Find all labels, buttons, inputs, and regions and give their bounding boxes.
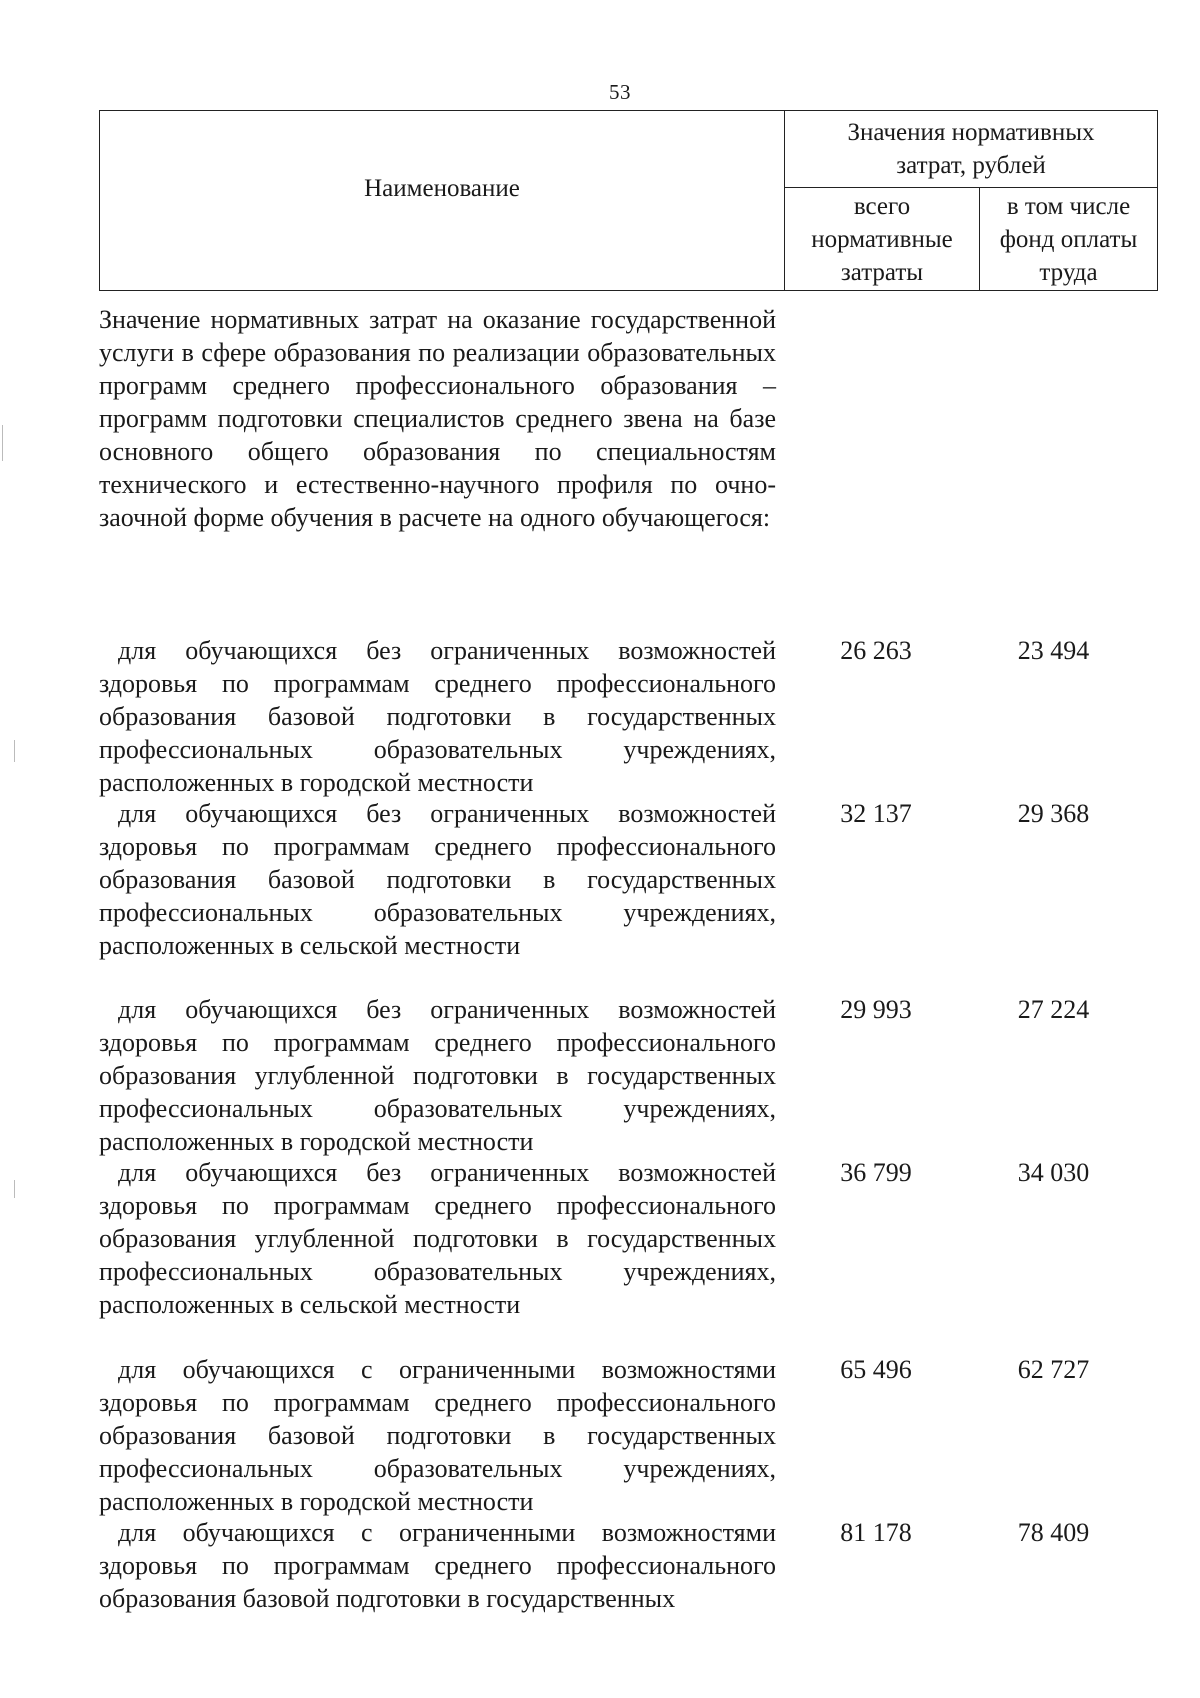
- header-total-label: всего нормативные затраты: [811, 192, 953, 286]
- row-total-value: 29 993: [840, 995, 912, 1024]
- row-description: для обучающихся без ограниченных возможностей здоровья по программам среднего профессионального образования углубленной подготовки в государственных профессиональных образовательных учреждениях, расположенных в городской местности: [99, 995, 776, 1156]
- row-fund-value: 27 224: [1017, 995, 1090, 1024]
- header-values-group-label: Значения нормативных затрат, рублей: [847, 119, 1095, 179]
- row-description: для обучающихся без ограниченных возможностей здоровья по программам среднего профессионального образования базовой подготовки в государственных профессиональных образовательных учреждениях, расположенных в городской местности: [99, 636, 776, 797]
- row-description: для обучающихся без ограниченных возможностей здоровья по программам среднего профессионального образования углубленной подготовки в государственных профессиональных образовательных учреждениях, расположенных в сельской местности: [99, 1158, 776, 1319]
- header-fund-label: в том числе фонд оплаты труда: [999, 192, 1138, 286]
- page-number: 53: [609, 80, 631, 104]
- row-fund-value: 34 030: [1017, 1158, 1090, 1187]
- row-fund-value: 78 409: [1017, 1518, 1090, 1547]
- header-name-cell: [100, 111, 785, 291]
- scan-mark: [2, 425, 3, 461]
- row-fund-value: 29 368: [1017, 799, 1090, 828]
- row-total-value: 36 799: [840, 1158, 912, 1187]
- section-title: Значение нормативных затрат на оказание государственной услуги в сфере образования по реализации образовательных программ среднего профессионального образования – программ подготовки специалистов среднего звена на базе основного общего образования по специальностям технического и естественно-научного профиля по очно-заочной форме обучения в расчете на одного обучающегося:: [99, 305, 776, 532]
- table-header: [99, 110, 1158, 291]
- row-total-value: 65 496: [840, 1355, 912, 1384]
- scan-mark: [14, 1180, 15, 1198]
- scan-mark: [14, 740, 15, 762]
- header-name-label: Наименование: [364, 175, 520, 202]
- row-fund-value: 23 494: [1017, 636, 1090, 665]
- header-fund-cell: [980, 188, 1158, 291]
- row-description: для обучающихся без ограниченных возможностей здоровья по программам среднего профессионального образования базовой подготовки в государственных профессиональных образовательных учреждениях, расположенных в сельской местности: [99, 799, 776, 960]
- row-total-value: 81 178: [840, 1518, 912, 1547]
- header-total-cell: [785, 188, 980, 291]
- row-total-value: 32 137: [840, 799, 912, 828]
- row-total-value: 26 263: [840, 636, 912, 665]
- row-description: для обучающихся с ограниченными возможностями здоровья по программам среднего профессионального образования базовой подготовки в государственных: [99, 1518, 776, 1613]
- header-values-group-cell: [785, 111, 1158, 188]
- row-fund-value: 62 727: [1017, 1355, 1090, 1384]
- row-description: для обучающихся с ограниченными возможностями здоровья по программам среднего профессионального образования базовой подготовки в государственных профессиональных образовательных учреждениях, расположенных в городской местности: [99, 1355, 776, 1516]
